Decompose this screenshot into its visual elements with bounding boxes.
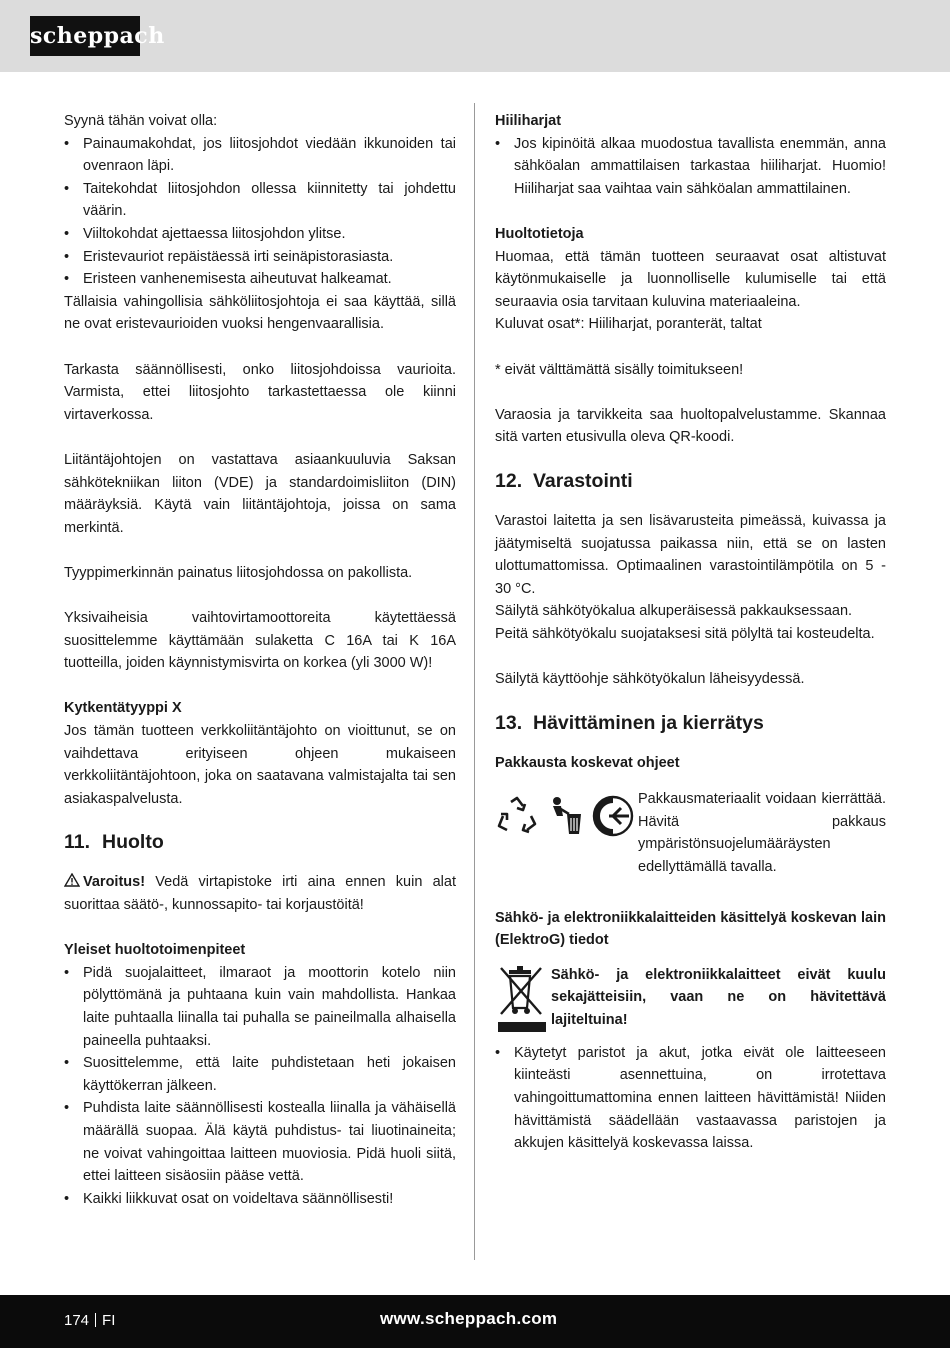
page-footer [0, 1295, 950, 1348]
footer-url-link[interactable]: www.scheppach.com [380, 1309, 558, 1328]
packaging-row [495, 788, 886, 878]
section-heading-13: 13. Hävittäminen ja kierrätys [495, 711, 764, 734]
paragraph: Peitä sähkötyökalu suojataksesi sitä pölyltä tai kosteudelta. [495, 625, 875, 642]
subheading-packaging: Pakkausta koskevat ohjeet [495, 754, 680, 771]
list-item: • Taitekohdat liitosjohdon ollessa kiinnitetty tai johdettu väärin. [64, 178, 456, 223]
general-list [64, 962, 456, 1211]
recycle-icon [495, 794, 539, 838]
paragraph: Tarkasta säännöllisesti, onko liitosjohdoissa vaurioita. Varmista, ettei liitosjohto tarkastettaessa ole kiinni virtaverkossa. [64, 361, 456, 423]
crossed-bin-icon [495, 964, 551, 1042]
list-item: • Kaikki liikkuvat osat on voideltava säännöllisesti! [64, 1188, 456, 1211]
column-divider [474, 103, 475, 1260]
subheading-kytkenta: Kytkentätyyppi X [64, 700, 182, 717]
subheading-general: Yleiset huoltotoimenpiteet [64, 942, 246, 959]
recycle-symbols [495, 788, 638, 838]
paragraph: Tällaisia vahingollisia sähköliitosjohtoja ei saa käyttää, sillä ne ovat eristevaurioiden vuoksi hengenvaarallisia. [64, 293, 456, 333]
warning-paragraph [64, 871, 456, 916]
subheading-brushes: Hiiliharjat [495, 113, 562, 129]
list-item: • Pidä suojalaitteet, ilmaraot ja moottorin kotelo niin pölyttömänä ja puhtaana kuin vain mahdollista. Hankaa laite puhtaalla liinalla tai puhalla se paineilmalla alhaisella paineella puhtaaksi. [64, 962, 456, 1052]
warning-text: Vedä virtapistoke irti aina ennen kuin alat suorittaa säätö-, kunnossapito- tai korjaustöitä! [64, 874, 456, 913]
subheading-weee: Sähkö- ja elektroniikkalaitteiden käsittelyä koskevan lain (ElektroG) tiedot [495, 909, 886, 949]
footnote: * eivät välttämättä sisälly toimitukseen! [495, 361, 744, 378]
paragraph: Huomaa, että tämän tuotteen seuraavat osat altistuvat käytönmukaiselle ja luonnolliselle kulumiselle tai että seuraavia osia tarvitaan kuluvina materiaaleina. [495, 248, 886, 310]
weee-bold-text: Sähkö- ja elektroniikkalaitteet eivät kuulu sekajätteisiin, vaan ne on hävitettävä lajiteltuina! [551, 966, 886, 1028]
right-column [495, 110, 886, 1155]
causes-intro: Syynä tähän voivat olla: [64, 113, 218, 129]
green-dot-icon [591, 794, 635, 838]
paragraph: Yksivaiheisia vaihtovirtamoottoreita käytettäessä suosittelemme käyttämään sulaketta C 16A tai K 16A tuotteilla, joiden käynnistymisvirta on korkea (yli 3000 W)! [64, 610, 456, 672]
paragraph: Varaosia ja tarvikkeita saa huoltopalvelustamme. Skannaa sitä varten etusivulla oleva QR-koodi. [495, 406, 886, 446]
section-heading-11: 11. Huolto [64, 831, 164, 854]
list-item: • Käytetyt paristot ja akut, jotka eivät ole laitteeseen kiinteästi asennettuina, on irrotettava vahingoittumattomina ennen laitteen hävittämistä! Niiden hävittämistä säädellään vastaavassa paristojen ja akkujen käsittelyä koskevassa laissa. [495, 1042, 886, 1155]
list-item: • Eristevauriot repäistäessä irti seinäpistorasiasta. [64, 246, 456, 269]
paragraph: Varastoi laitetta ja sen lisävarusteita pimeässä, kuivassa ja jäätymiseltä suojatussa paikassa niin, että se on lasten ulottumattomissa. Optimaalinen varastointilämpötila on 5 - 30 °C. [495, 512, 886, 597]
scheppach-logo: scheppach [30, 16, 140, 56]
paragraph: Säilytä sähkötyökalua alkuperäisessä pakkauksessaan. [495, 603, 853, 620]
weee-list [495, 1042, 886, 1155]
list-item: • Suosittelemme, että laite puhdistetaan heti jokaisen käyttökerran jälkeen. [64, 1052, 456, 1097]
list-item: • Jos kipinöitä alkaa muodostua tavallista enemmän, anna sähköalan ammattilaisen tarkastaa hiiliharjat. Huomio! Hiiliharjat saa vaihtaa vain sähköalan ammattilainen. [495, 133, 886, 201]
page-header [0, 0, 950, 72]
brushes-list [495, 133, 886, 201]
trash-bin-icon [543, 794, 587, 838]
left-column [64, 110, 456, 1210]
paragraph: Säilytä käyttöohje sähkötyökalun läheisyydessä. [495, 671, 805, 688]
packaging-text: Pakkausmateriaalit voidaan kierrättää. Hävitä pakkaus ympäristönsuojelumääräysten edellyttämällä tavalla. [638, 791, 886, 876]
subheading-service: Huoltotietoja [495, 225, 584, 242]
paragraph: Kuluvat osat*: Hiiliharjat, poranterät, taltat [495, 316, 762, 333]
list-item: • Painaumakohdat, jos liitosjohdot viedään ikkunoiden tai ovenraon läpi. [64, 133, 456, 178]
list-item: • Puhdista laite säännöllisesti kostealla liinalla ja vähäisellä määrällä suopaa. Älä käytä puhdistus- tai liuotinaineita; ne voivat vahingoittaa laitteen muoviosia. Pidä huoli siitä, ettei laitteen sisäosiin pääse vettä. [64, 1097, 456, 1187]
section-heading-12: 12. Varastointi [495, 469, 633, 492]
paragraph: Tyyppimerkinnän painatus liitosjohdossa on pakollista. [64, 564, 413, 581]
warning-triangle-icon [64, 873, 80, 887]
paragraph: Jos tämän tuotteen verkkoliitäntäjohto on vioittunut, se on vaihdettava erityiseen ohjeen mukaiseen verkkoliitäntäjohtoon, joka on saatavana valmistajalta tai sen asiakaspalvelusta. [64, 723, 456, 807]
weee-row [495, 964, 886, 1042]
page-number: 174 FI [64, 1312, 116, 1329]
warning-label: Varoitus! [83, 874, 146, 891]
list-item: • Viiltokohdat ajettaessa liitosjohdon ylitse. [64, 223, 456, 246]
list-item: • Eristeen vanhenemisesta aiheutuvat halkeamat. [64, 268, 456, 291]
causes-list [64, 133, 456, 291]
paragraph: Liitäntäjohtojen on vastattava asiaankuuluvia Saksan sähkötekniikan liiton (VDE) ja standardoimisliiton (DIN) määräyksiä. Käytä vain liitäntäjohtoja, joissa on sama merkintä. [64, 451, 456, 536]
